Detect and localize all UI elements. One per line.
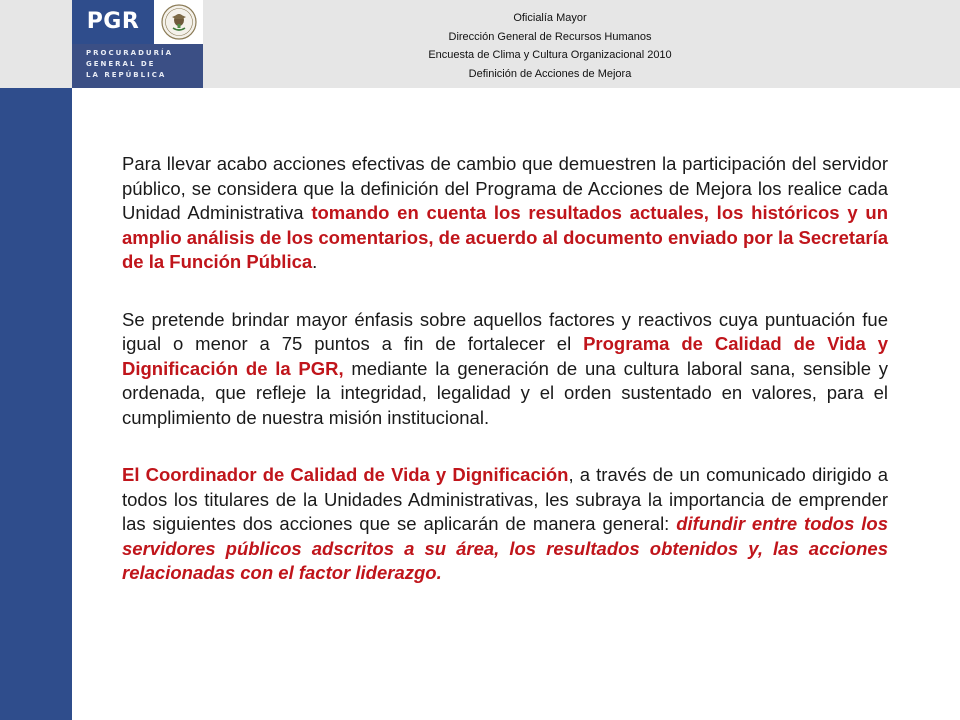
- paragraph-2-text-a: Se pretende brindar mayor énfasis sobre aquellos factores y reactivos cuya puntuación fue igual o menor a 75 puntos a fin de fortalecer el: [122, 308, 888, 354]
- paragraph-2: [122, 308, 888, 431]
- header-line-office: Oficialía Mayor: [513, 12, 587, 24]
- logo-name-line-2: GENERAL DE: [86, 60, 156, 68]
- logo-acronym: PGR: [72, 0, 154, 44]
- paragraph-3-emphasis: El Coordinador de Calidad de Vida y Dignificación: [122, 464, 569, 485]
- paragraph-1-emphasis: tomando en cuenta los resultados actuales, los históricos y un amplio análisis de los comentarios, de acuerdo al documento enviado por la Secretaría de la Función Pública: [122, 202, 889, 272]
- slide-body: [122, 152, 888, 619]
- logo-institution-name: [86, 48, 198, 81]
- paragraph-3-text-a: , a través de un comunicado dirigido a todos los titulares de la Unidades Administrativas, les subraya la importancia de emprender las siguientes dos acciones que se aplicarán de manera general:: [122, 464, 888, 534]
- logo-top-panel: [72, 0, 203, 44]
- paragraph-3: [122, 463, 888, 586]
- header-titles: [210, 9, 890, 83]
- paragraph-1-text-b: .: [312, 251, 318, 272]
- paragraph-1-text-a: Para llevar acabo acciones efectivas de cambio que demuestren la participación del servidor público, se considera que la definición del Programa de Acciones de Mejora los realice cada Unidad Administrativa: [122, 153, 888, 223]
- paragraph-1: [122, 152, 888, 275]
- logo-name-line-1: PROCURADURÍA: [86, 49, 174, 57]
- header-line-directorate: Dirección General de Recursos Humanos: [448, 30, 652, 43]
- paragraph-2-text-b: mediante la generación de una cultura laboral sana, sensible y ordenada, que refleje la integridad, legalidad y el orden sustentado en valores, para el cumplimiento de nuestra misión institucional.: [122, 357, 888, 428]
- national-seal-icon: [160, 3, 198, 41]
- pgr-logo: [72, 0, 203, 88]
- paragraph-3-italic-emphasis: difundir entre todos los servidores públicos adscritos a su área, los resultados obtenidos y, las acciones relacionadas con el factor liderazgo.: [122, 513, 888, 583]
- logo-name-line-3: LA REPÚBLICA: [86, 71, 167, 79]
- left-accent-stripe: [0, 88, 72, 720]
- header-line-topic: Definición de Acciones de Mejora: [468, 67, 632, 80]
- header-line-survey: Encuesta de Clima y Cultura Organizacional 2010: [428, 49, 672, 61]
- paragraph-2-emphasis: Programa de Calidad de Vida y Dignificación de la PGR,: [122, 333, 888, 379]
